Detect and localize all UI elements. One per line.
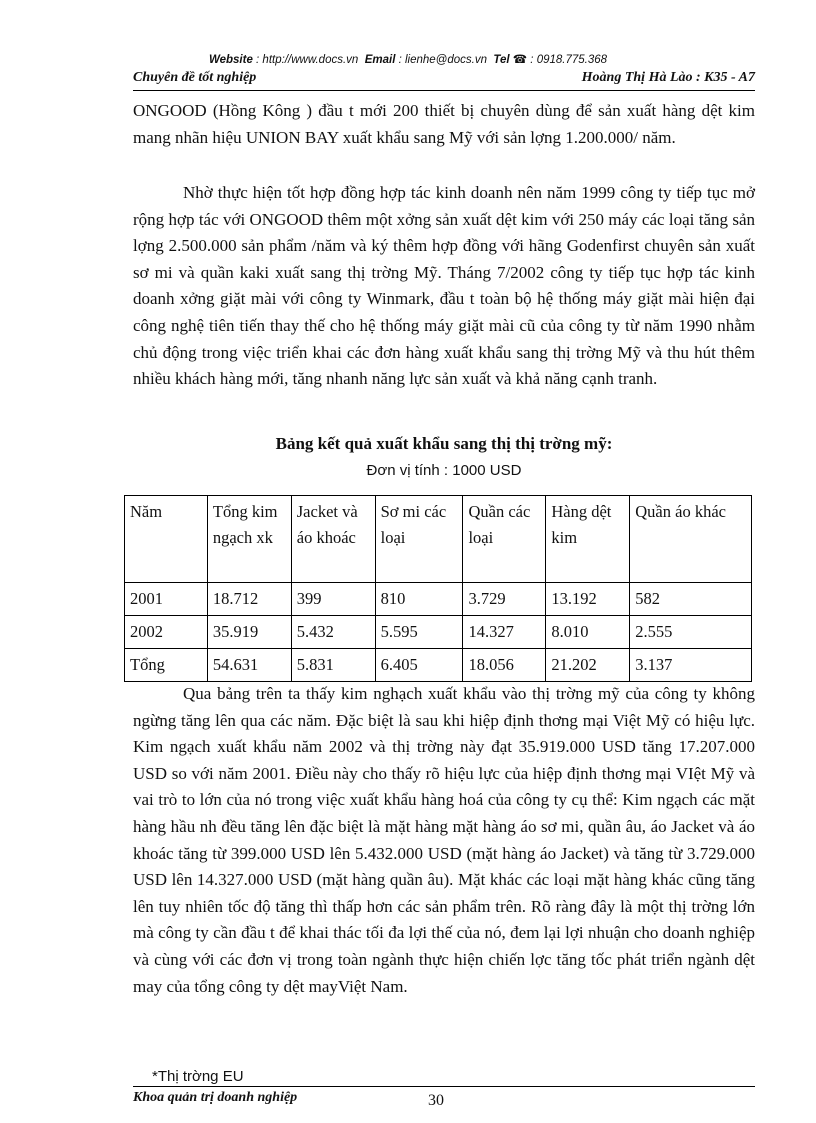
table-cell: 5.432 xyxy=(291,616,375,649)
table-cell: 2.555 xyxy=(630,616,752,649)
footer-divider xyxy=(133,1086,755,1087)
table-header-cell: Jacket và áo khoác xyxy=(291,496,375,583)
table-cell: 5.595 xyxy=(375,616,463,649)
website-value: : http://www.docs.vn xyxy=(256,54,359,66)
table-cell: 18.712 xyxy=(207,583,291,616)
website-label: Website xyxy=(208,54,253,66)
table-cell: 3.137 xyxy=(630,649,752,682)
table-cell: 2002 xyxy=(125,616,208,649)
table-caption: Bảng kết quả xuất khẩu sang thị thị trờng mỹ: xyxy=(275,434,613,453)
table-header-cell: Tổng kim ngạch xk xyxy=(207,496,291,583)
table-cell: 8.010 xyxy=(546,616,630,649)
page-number: 30 xyxy=(428,1092,444,1109)
table-cell: 5.831 xyxy=(291,649,375,682)
header-right: Hoàng Thị Hà Lào : K35 - A7 xyxy=(581,70,755,85)
table-cell: 35.919 xyxy=(207,616,291,649)
table-header-cell: Sơ mi các loại xyxy=(375,496,463,583)
table-row xyxy=(125,616,752,649)
site-info-bar xyxy=(0,52,816,66)
email-value: : lienhe@docs.vn xyxy=(398,54,487,66)
paragraph-2: Nhờ thực hiện tốt hợp đồng hợp tác kinh doanh nên năm 1999 công ty tiếp tục mở rộng hợp tác với ONGOOD thêm một xởng sản xuất dệt kim với 250 máy các loại tăng sản lợng 2.500.000 sản phẩm /năm và ký thêm hợp đồng với hãng Godenfirst chuyên sản xuất sơ mi và quần kaki xuất sang thị trờng Mỹ. Tháng 7/2002 công ty tiếp tục hợp tác kinh doanh xởng giặt mài với công ty Winmark, đầu t toàn bộ hệ thống máy giặt mài hiện đại công nghệ tiên tiến thay thế cho hệ thống máy giặt mài cũ của công ty từ năm 1990 nhằm chủ động trong việc triển khai các đơn hàng xuất khẩu sang thị trờng Mỹ và thu hút thêm nhiều khách hàng mới, tăng nhanh năng lực sản xuất và khả năng cạnh tranh. xyxy=(133,183,755,389)
table-cell: Tổng xyxy=(125,649,208,682)
email-label: Email xyxy=(364,54,396,66)
table-cell: 6.405 xyxy=(375,649,463,682)
table-header-cell: Năm xyxy=(125,496,208,583)
table-header-row xyxy=(125,496,752,583)
table-row xyxy=(125,583,752,616)
subheading: *Thị trờng EU xyxy=(152,1068,244,1085)
table-cell: 810 xyxy=(375,583,463,616)
table-header-cell: Quần các loại xyxy=(463,496,546,583)
table-cell: 21.202 xyxy=(546,649,630,682)
table-cell: 54.631 xyxy=(207,649,291,682)
table-row xyxy=(125,649,752,682)
table-cell: 14.327 xyxy=(463,616,546,649)
running-header xyxy=(133,70,755,91)
paragraph-1: ONGOOD (Hồng Kông ) đầu t mới 200 thiết bị chuyên dùng để sản xuất hàng dệt kim mang nhãn hiệu UNION BAY xuất khẩu sang Mỹ với sản lợng 1.200.000/ năm. xyxy=(133,101,755,147)
table-cell: 582 xyxy=(630,583,752,616)
header-left: Chuyên đề tốt nghiệp xyxy=(133,70,257,85)
table-unit: Đơn vị tính : 1000 USD xyxy=(366,462,522,479)
table-cell: 2001 xyxy=(125,583,208,616)
export-table xyxy=(124,495,752,682)
table-cell: 399 xyxy=(291,583,375,616)
tel-value: ☎ : 0918.775.368 xyxy=(512,54,608,66)
footer-left: Khoa quản trị doanh nghiệp xyxy=(133,1090,298,1105)
table-cell: 13.192 xyxy=(546,583,630,616)
tel-label: Tel xyxy=(493,54,510,66)
paragraph-3: Qua bảng trên ta thấy kim nghạch xuất khẩu vào thị trờng mỹ của công ty không ngừng tăng lên qua các năm. Đặc biệt là sau khi hiệp định thơng mại Việt Mỹ có hiệu lực. Kim ngạch xuất khẩu năm 2002 và thị trờng này đạt 35.919.000 USD tăng 17.207.000 USD so với năm 2001. Điều này cho thấy rõ hiệu lực của hiệp định thơng mại VIệt Mỹ và vai trò to lớn của nó trong việc xuất khẩu hàng hoá của công ty cụ thể: Kim ngạch các mặt hàng hầu nh đều tăng lên đặc biệt là mặt hàng mặt hàng áo sơ mi, quần âu, áo Jacket và áo khoác tăng từ 399.000 USD lên 5.432.000 USD (mặt hàng áo Jacket) và tăng từ 3.729.000 USD lên 14.327.000 USD (mặt hàng quần âu). Mặt khác các loại mặt hàng khác cũng tăng lên tuy nhiên tốc độ tăng thì thấp hơn các sản phẩm trên. Rõ ràng đây là một thị trờng lớn mà công ty cần đầu t để khai thác tối đa lợi thế của nó, đem lại lợi nhuận cho doanh nghiệp và cùng với các đơn vị trong toàn ngành thực hiện chiến lợc tăng tốc phát triển ngành dệt may của tổng công ty dệt mayViệt Nam. xyxy=(133,684,755,996)
table-header-cell: Quần áo khác xyxy=(630,496,752,583)
table-cell: 3.729 xyxy=(463,583,546,616)
table-header-cell: Hàng dệt kim xyxy=(546,496,630,583)
table-cell: 18.056 xyxy=(463,649,546,682)
